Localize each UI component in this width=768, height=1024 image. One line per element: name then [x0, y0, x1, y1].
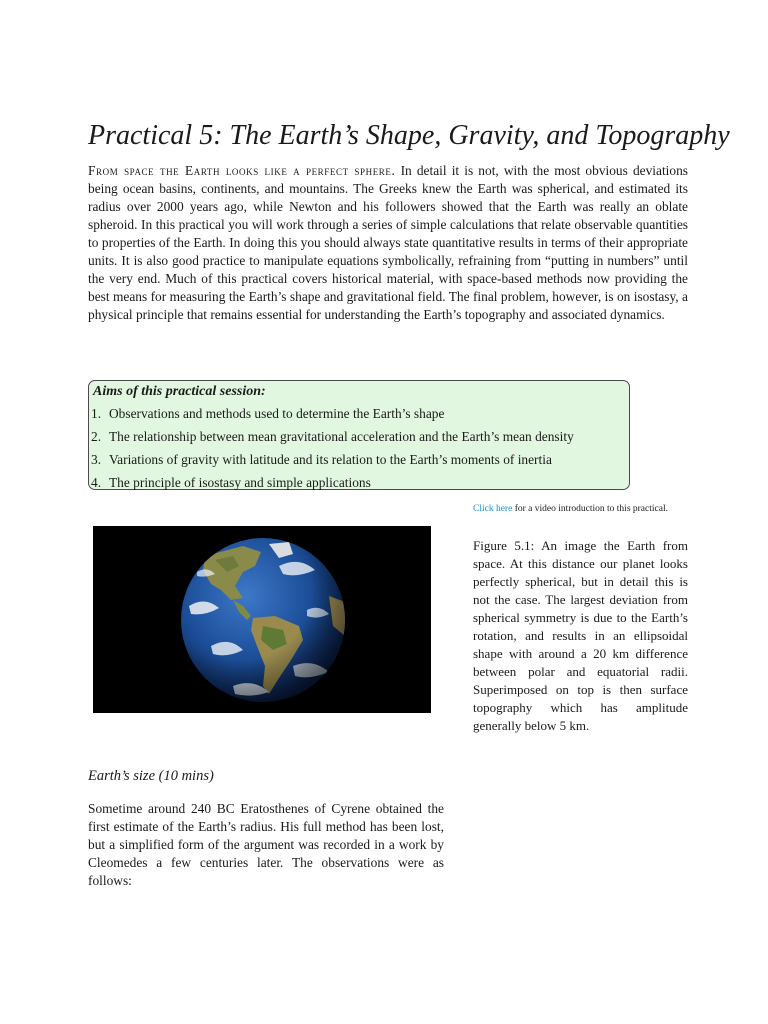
aims-title: Aims of this practical session: — [93, 384, 266, 399]
aims-item-number: 1. — [91, 406, 102, 421]
video-note — [473, 503, 688, 517]
page-title: Practical 5: The Earth’s Shape, Gravity, and Topography — [88, 120, 730, 151]
aims-item-text: Variations of gravity with latitude and its relation to the Earth’s moments of inertia — [109, 452, 552, 467]
aims-item-text: The principle of isostasy and simple applications — [109, 475, 371, 490]
section-heading: Earth’s size (10 mins) — [88, 768, 214, 784]
intro-lead: From space the Earth looks like a perfect sphere. — [88, 163, 396, 178]
aims-item-text: Observations and methods used to determine the Earth’s shape — [109, 406, 445, 421]
section-paragraph: Sometime around 240 BC Eratosthenes of Cyrene obtained the first estimate of the Earth’s radius. His full method has been lost, but a simplified form of the argument was recorded in a work by Cleomedes a few centuries later. The observations were as follows: — [88, 801, 444, 888]
video-note-text: for a video introduction to this practical. — [512, 504, 668, 514]
intro-text: In detail it is not, with the most obvious deviations being ocean basins, continents, and mountains. The Greeks knew the Earth was spherical, and estimated its radius over 2000 years ago, while Newton and his followers showed that the Earth was really an oblate spheroid. In this practical you will work through a series of simple calculations that relate observable quantities to properties of the Earth. In doing this you should always state quantitative results in terms of their appropriate units. It is also good practice to manipulate equations symbolically, refraining from “putting in numbers” until the very end. Much of this practical covers historical material, with space-based methods now providing the best means for measuring the Earth’s shape and gravitational field. The final problem, however, is on isostasy, a physical principle that remains essential for understanding the Earth’s topography and associated dynamics. — [88, 163, 688, 322]
earth-image — [93, 526, 431, 713]
aims-item-number: 4. — [91, 475, 102, 490]
aims-item-text: The relationship between mean gravitational acceleration and the Earth’s mean density — [109, 429, 574, 444]
aims-list — [91, 402, 574, 494]
aims-item-number: 2. — [91, 429, 102, 444]
intro-paragraph — [88, 162, 688, 324]
video-link[interactable]: Click here — [473, 504, 513, 514]
figure-caption: Figure 5.1: An image the Earth from space. At this distance our planet looks perfectly spherical, but in detail this is not the case. The largest deviation from spherical symmetry is due to the Earth’s rotation, and results in an ellipsoidal shape with around a 20 km difference between polar and equatorial radii. Superimposed on top is then surface topography which has amplitude generally below 5 km. — [473, 538, 688, 733]
aims-item — [91, 471, 574, 494]
aims-box — [88, 380, 630, 490]
aims-item — [91, 448, 574, 471]
aims-item-number: 3. — [91, 452, 102, 467]
aims-item — [91, 425, 574, 448]
earth-globe-graphic — [93, 526, 431, 713]
aims-item — [91, 402, 574, 425]
